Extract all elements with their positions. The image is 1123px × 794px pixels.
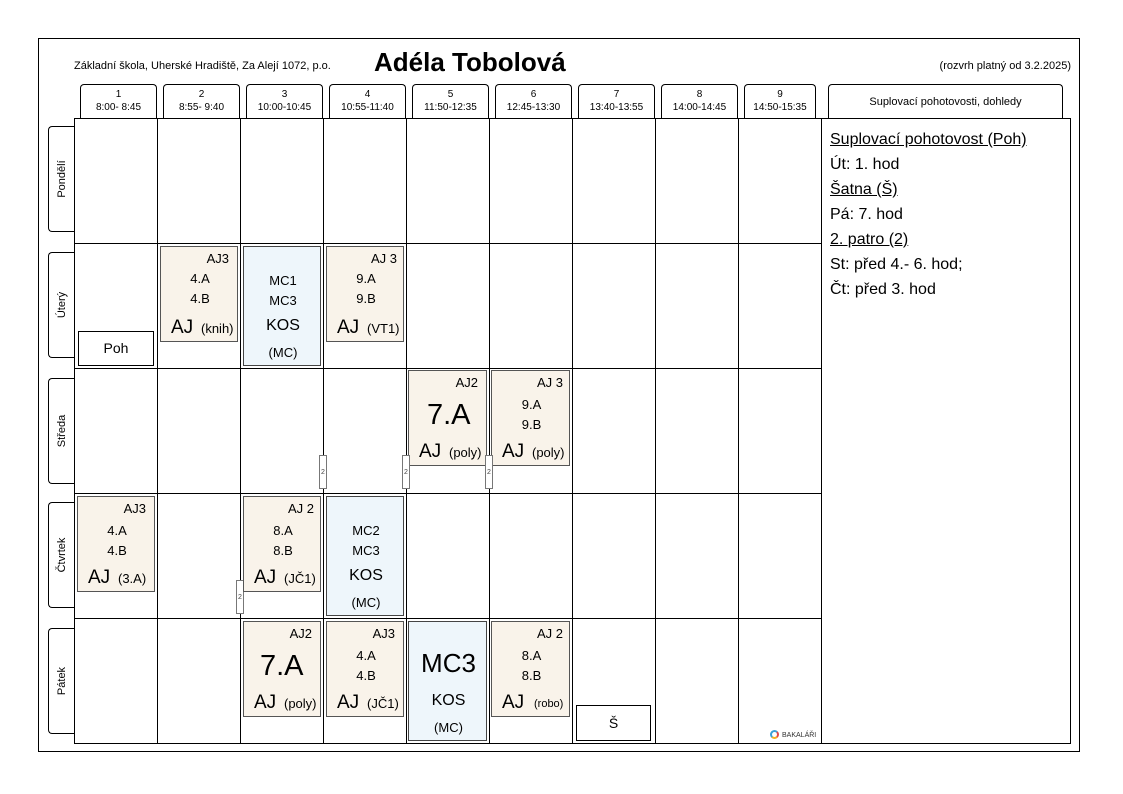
grid-line bbox=[655, 118, 656, 744]
lesson-group: AJ 3 bbox=[370, 251, 397, 266]
period-number: 7 bbox=[613, 89, 620, 100]
validity-note: (rozvrh platný od 3.2.2025) bbox=[939, 60, 1071, 72]
lesson-room: (MC) bbox=[434, 720, 463, 735]
duty-box-substitution: Poh bbox=[78, 331, 154, 366]
logo-text: BAKALÁŘI bbox=[782, 732, 817, 739]
lesson-class: 9.A bbox=[356, 271, 376, 286]
period-header-5 bbox=[412, 84, 489, 118]
lesson-group: AJ2 bbox=[455, 375, 478, 390]
lesson-card[interactable] bbox=[243, 621, 321, 717]
lesson-group: AJ3 bbox=[123, 501, 146, 516]
lesson-room: (robo) bbox=[534, 698, 564, 710]
period-time: 10:00-10:45 bbox=[257, 102, 312, 113]
lesson-card[interactable] bbox=[326, 621, 404, 717]
day-label: Úterý bbox=[56, 291, 68, 319]
grid-line bbox=[74, 368, 822, 369]
lesson-classes bbox=[327, 269, 405, 309]
lesson-class: 7.A bbox=[427, 399, 471, 431]
lesson-group: AJ 2 bbox=[536, 626, 563, 641]
lesson-subject: AJ bbox=[337, 317, 360, 338]
lesson-class: MC1 bbox=[269, 273, 297, 288]
lesson-subject: KOS bbox=[349, 567, 383, 584]
lesson-classes bbox=[244, 271, 322, 311]
period-number: 6 bbox=[530, 89, 537, 100]
day-label: Středa bbox=[56, 414, 68, 448]
period-number: 8 bbox=[696, 89, 703, 100]
period-header-6 bbox=[495, 84, 572, 118]
lesson-class: 4.B bbox=[107, 543, 127, 558]
lesson-class: 9.B bbox=[356, 291, 376, 306]
lesson-card[interactable] bbox=[160, 246, 238, 342]
lesson-class: MC3 bbox=[352, 543, 380, 558]
grid-line bbox=[157, 118, 158, 744]
day-tab-monday bbox=[48, 126, 75, 232]
school-name: Základní škola, Uherské Hradiště, Za Alejí 1072, p.o. bbox=[74, 60, 331, 72]
lesson-card[interactable] bbox=[491, 370, 570, 466]
lesson-subject: AJ bbox=[502, 441, 525, 462]
floor-duty-marker: 2 bbox=[485, 455, 493, 489]
duty-heading-cloakroom: Šatna (Š) bbox=[830, 181, 898, 198]
grid-line bbox=[74, 618, 822, 619]
period-time: 8:55- 9:40 bbox=[178, 102, 225, 113]
lesson-class: 4.A bbox=[356, 648, 376, 663]
lesson-class: 4.B bbox=[190, 291, 210, 306]
lesson-room: (MC) bbox=[268, 345, 298, 360]
grid-line bbox=[240, 118, 241, 744]
period-header-7 bbox=[578, 84, 655, 118]
club-card[interactable] bbox=[408, 621, 487, 741]
period-number: 3 bbox=[281, 89, 288, 100]
duty-panel bbox=[822, 118, 1071, 744]
floor-duty-marker: 2 bbox=[319, 455, 327, 489]
period-number: 1 bbox=[115, 89, 122, 100]
period-time: 13:40-13:55 bbox=[589, 102, 644, 113]
lesson-room: (VT1) bbox=[367, 321, 400, 336]
lesson-group: AJ 2 bbox=[287, 501, 314, 516]
lesson-group: AJ2 bbox=[289, 626, 312, 641]
lesson-class: 4.B bbox=[356, 668, 376, 683]
lesson-subject: AJ bbox=[254, 692, 277, 713]
period-number: 5 bbox=[447, 89, 454, 100]
lesson-class: MC2 bbox=[352, 523, 380, 538]
period-header-3 bbox=[246, 84, 323, 118]
duty-heading-floor: 2. patro (2) bbox=[830, 231, 909, 248]
duty-box-cloakroom: Š bbox=[576, 705, 651, 741]
lesson-classes bbox=[327, 521, 405, 561]
period-time: 11:50-12:35 bbox=[424, 102, 477, 113]
lesson-class: 7.A bbox=[260, 650, 304, 682]
lesson-class: 4.A bbox=[107, 523, 127, 538]
teacher-name: Adéla Tobolová bbox=[374, 47, 566, 77]
lesson-card[interactable] bbox=[77, 496, 155, 592]
lesson-room: (knih) bbox=[201, 321, 234, 336]
lesson-group: AJ 3 bbox=[536, 375, 563, 390]
duty-line: Čt: před 3. hod bbox=[830, 281, 936, 298]
lesson-classes bbox=[78, 521, 156, 561]
lesson-card[interactable] bbox=[326, 246, 404, 342]
grid-line bbox=[572, 118, 573, 744]
lesson-subject: AJ bbox=[88, 567, 111, 588]
day-tab-friday bbox=[48, 628, 75, 734]
lesson-class: 8.B bbox=[273, 543, 293, 558]
lesson-card[interactable] bbox=[491, 621, 570, 717]
period-number: 9 bbox=[777, 89, 783, 100]
duty-heading-substitution: Suplovací pohotovost (Poh) bbox=[830, 131, 1027, 148]
duty-line: St: před 4.- 6. hod; bbox=[830, 256, 963, 273]
period-time: 12:45-13:30 bbox=[506, 102, 561, 113]
lesson-classes bbox=[492, 646, 571, 686]
club-card[interactable] bbox=[243, 246, 321, 366]
day-tab-tuesday bbox=[48, 252, 75, 358]
period-header-2 bbox=[163, 84, 240, 118]
lesson-card[interactable] bbox=[243, 496, 321, 592]
lesson-classes bbox=[161, 269, 239, 309]
lesson-room: (3.A) bbox=[118, 571, 147, 586]
lesson-class: 8.A bbox=[273, 523, 293, 538]
lesson-card[interactable] bbox=[408, 370, 487, 466]
bakalari-logo bbox=[770, 730, 816, 739]
grid-line bbox=[489, 118, 490, 744]
day-label: Čtvrtek bbox=[56, 537, 68, 573]
lesson-subject: AJ bbox=[337, 692, 360, 713]
grid-line bbox=[406, 118, 407, 744]
day-label: Pátek bbox=[56, 666, 68, 696]
period-time: 8:00- 8:45 bbox=[95, 102, 142, 113]
lesson-subject: KOS bbox=[431, 692, 466, 709]
lesson-subject: AJ bbox=[502, 692, 525, 713]
period-header-8 bbox=[661, 84, 738, 118]
lesson-room: (JČ1) bbox=[284, 571, 316, 586]
lesson-room: (JČ1) bbox=[367, 696, 399, 711]
lesson-room: (poly) bbox=[284, 696, 317, 711]
lesson-room: (MC) bbox=[351, 595, 381, 610]
lesson-classes bbox=[327, 646, 405, 686]
period-number: 4 bbox=[364, 89, 371, 100]
lesson-subject: AJ bbox=[254, 567, 277, 588]
lesson-class: 4.A bbox=[190, 271, 210, 286]
bakalari-logo-icon bbox=[770, 730, 779, 739]
duty-header: Suplovací pohotovosti, dohledy bbox=[828, 84, 1063, 118]
grid-line bbox=[738, 118, 739, 744]
lesson-subject: KOS bbox=[266, 317, 300, 334]
period-header-1 bbox=[80, 84, 157, 118]
lesson-class: 8.A bbox=[521, 648, 542, 663]
lesson-classes bbox=[244, 521, 322, 561]
duty-line: Pá: 7. hod bbox=[830, 206, 903, 223]
lesson-room: (poly) bbox=[532, 445, 565, 460]
lesson-subject: AJ bbox=[419, 441, 442, 462]
period-time: 14:50-15:35 bbox=[753, 102, 807, 113]
lesson-class: 9.B bbox=[521, 417, 542, 432]
period-time: 10:55-11:40 bbox=[341, 102, 394, 113]
period-number: 2 bbox=[198, 89, 205, 100]
day-label: Pondělí bbox=[56, 160, 68, 198]
lesson-group: AJ3 bbox=[206, 251, 229, 266]
period-header-4 bbox=[329, 84, 406, 118]
lesson-class: MC3 bbox=[421, 648, 476, 678]
period-time: 14:00-14:45 bbox=[672, 102, 727, 113]
club-card[interactable] bbox=[326, 496, 404, 616]
grid-line bbox=[74, 243, 822, 244]
lesson-subject: AJ bbox=[171, 317, 194, 338]
lesson-class: 8.B bbox=[521, 668, 542, 683]
lesson-room: (poly) bbox=[449, 445, 482, 460]
floor-duty-marker: 2 bbox=[402, 455, 410, 489]
floor-duty-marker: 2 bbox=[236, 580, 244, 614]
lesson-classes bbox=[492, 395, 571, 435]
day-tab-thursday bbox=[48, 502, 75, 608]
duty-line: Út: 1. hod bbox=[830, 156, 900, 173]
day-tab-wednesday bbox=[48, 378, 75, 484]
grid-line bbox=[323, 118, 324, 744]
lesson-group: AJ3 bbox=[372, 626, 395, 641]
period-header-9 bbox=[744, 84, 816, 118]
lesson-class: 9.A bbox=[521, 397, 542, 412]
lesson-class: MC3 bbox=[269, 293, 297, 308]
grid-line bbox=[74, 493, 822, 494]
